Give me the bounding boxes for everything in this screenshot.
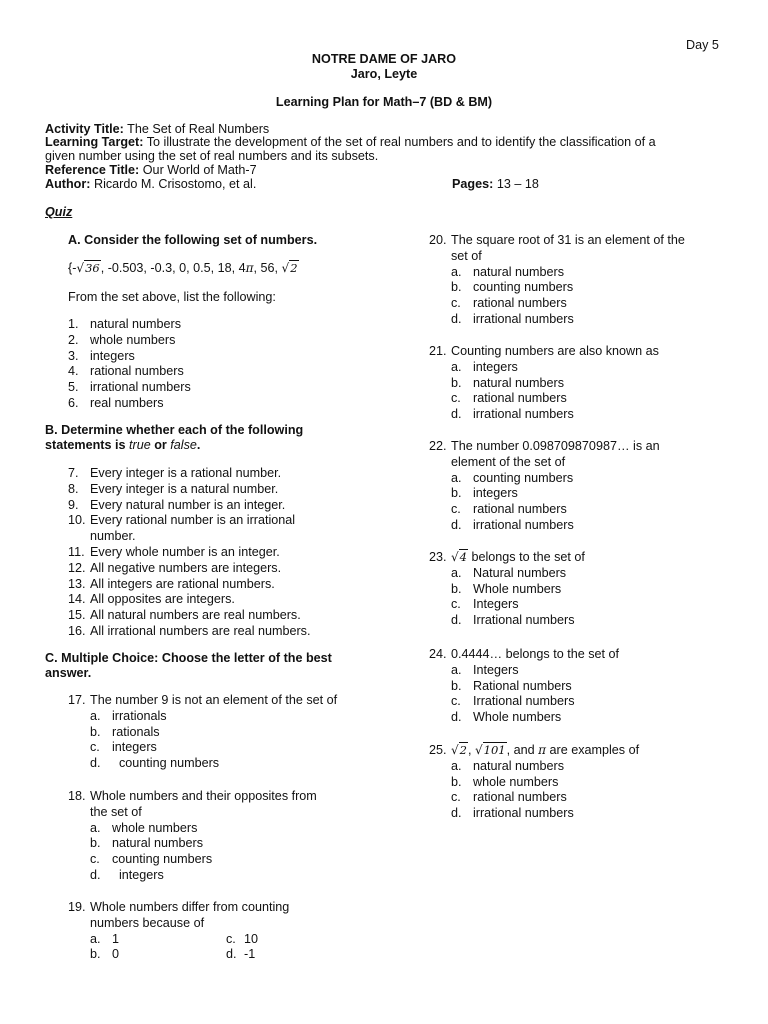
question-text: are examples of (546, 743, 640, 757)
option-letter: d. (451, 806, 462, 821)
question-19 (68, 900, 289, 963)
option (429, 502, 660, 518)
option-text: irrational numbers (473, 311, 574, 326)
option-text: integers (112, 867, 164, 882)
item-number: 5. (68, 380, 79, 395)
option-text: irrationals (112, 708, 167, 723)
question-number: 20. (429, 233, 447, 247)
option-letter: c. (451, 502, 461, 517)
option-text: natural numbers (473, 758, 565, 773)
set-after-pi: , 56, (253, 261, 282, 275)
question-text-cont: set of (451, 248, 482, 263)
option-letter: b. (451, 486, 462, 501)
list-item (68, 608, 310, 624)
list-item (68, 333, 191, 349)
item-number: 11. (68, 544, 85, 559)
radical-icon: √ (281, 261, 290, 275)
sqrt-4 (451, 550, 468, 566)
separator: , (467, 743, 475, 757)
question-17 (68, 693, 337, 772)
item-text: All natural numbers are real numbers. (90, 608, 301, 623)
option (429, 296, 685, 312)
item-text: integers (90, 348, 135, 363)
option (68, 740, 337, 756)
option-text: natural numbers (112, 836, 204, 851)
radicand-4: 4 (459, 550, 467, 564)
list-item (68, 561, 310, 577)
list-item-continuation (68, 529, 310, 545)
question-number: 18. (68, 789, 86, 803)
school-location: Jaro, Leyte (350, 67, 418, 81)
plan-title: Learning Plan for Math–7 (BD & BM) (275, 95, 493, 109)
item-text: whole numbers (90, 332, 176, 347)
question-text: Counting numbers are also known as (451, 344, 659, 358)
false-word: false (170, 438, 197, 452)
option-letter: b. (90, 947, 101, 962)
option-text: 0 (112, 947, 120, 962)
option-text: counting numbers (112, 756, 220, 771)
option-text: Whole numbers (473, 581, 562, 596)
section-a-heading: A. Consider the following set of numbers. (68, 233, 318, 247)
question-20 (429, 233, 685, 328)
option (429, 312, 685, 328)
question-25 (429, 743, 639, 822)
item-number: 12. (68, 560, 86, 575)
item-text: Every integer is a natural number. (90, 481, 279, 496)
sqrt-2 (451, 743, 468, 759)
sqrt-2 (282, 261, 299, 277)
question-text: Whole numbers differ from counting (90, 900, 290, 914)
question-21 (429, 344, 659, 423)
option (68, 836, 317, 852)
option-text: Natural numbers (473, 565, 567, 580)
sqrt-101 (475, 743, 507, 759)
item-text: Every natural number is an integer. (90, 497, 286, 512)
option-text: rational numbers (473, 391, 567, 406)
option (429, 710, 619, 726)
option (429, 391, 659, 407)
option (68, 709, 337, 725)
option-text: Integers (473, 597, 519, 612)
option-text: rational numbers (473, 502, 567, 517)
option-text: natural numbers (473, 264, 565, 279)
section-a-list (68, 317, 191, 412)
question-number: 24. (429, 647, 447, 661)
list-item (68, 592, 310, 608)
option (429, 759, 639, 775)
question-22 (429, 439, 660, 534)
section-b-list (68, 466, 310, 640)
section-b-heading-line1 (45, 423, 303, 439)
option (68, 756, 337, 772)
activity-value: The Set of Real Numbers (127, 122, 270, 136)
option-row (68, 932, 289, 948)
option (429, 679, 619, 695)
option-letter: d. (90, 867, 101, 882)
item-number: 16. (68, 623, 86, 638)
list-item (68, 482, 310, 498)
option-letter: b. (451, 678, 462, 693)
option (429, 518, 660, 534)
option-letter: b. (451, 375, 462, 390)
radical-icon: √ (474, 743, 483, 757)
set-open: {- (68, 261, 77, 275)
radicand-36: 36 (85, 261, 100, 275)
heading-part: statements is (45, 438, 129, 452)
option-letter: d. (451, 311, 462, 326)
option-letter: d. (226, 947, 237, 962)
item-number: 14. (68, 592, 86, 607)
option-text: rational numbers (473, 296, 567, 311)
option (68, 821, 317, 837)
day-label: Day 5 (686, 38, 719, 52)
option (68, 852, 317, 868)
option-letter: a. (451, 470, 462, 485)
option-text: natural numbers (473, 375, 565, 390)
option (429, 376, 659, 392)
option (429, 486, 660, 502)
question-number: 17. (68, 693, 86, 707)
reference-label: Reference Title: (45, 163, 140, 177)
radicand-101: 101 (483, 743, 506, 757)
item-text: number. (90, 529, 136, 544)
radicand-2: 2 (290, 261, 298, 275)
heading-part: or (150, 438, 171, 452)
option-text: Irrational numbers (473, 613, 575, 628)
option-letter: a. (451, 565, 462, 580)
option-text: whole numbers (473, 774, 559, 789)
option-text: Rational numbers (473, 678, 572, 693)
item-text: Every integer is a rational number. (90, 466, 282, 480)
option-text: rational numbers (473, 790, 567, 805)
pi-symbol: π (245, 261, 254, 275)
option-letter: c. (451, 597, 461, 612)
list-item (68, 380, 191, 396)
option (429, 265, 685, 281)
section-c-heading-line1: C. Multiple Choice: Choose the letter of the best (45, 651, 332, 665)
option-letter: d. (90, 756, 101, 771)
option (429, 407, 659, 423)
item-number: 13. (68, 576, 86, 591)
option-letter: c. (90, 740, 100, 755)
option-letter: b. (451, 581, 462, 596)
activity-label: Activity Title: (45, 122, 124, 136)
option-letter: c. (451, 296, 461, 311)
option-text: -1 (244, 947, 256, 962)
author-label: Author: (45, 177, 91, 191)
list-item (68, 317, 191, 333)
option (429, 280, 685, 296)
question-number: 19. (68, 900, 86, 914)
option-letter: c. (451, 391, 461, 406)
item-text: irrational numbers (90, 380, 191, 395)
option-text: Whole numbers (473, 710, 562, 725)
option (68, 725, 337, 741)
option-text: counting numbers (473, 470, 574, 485)
option-letter: a. (90, 820, 101, 835)
section-b-heading-line2 (45, 438, 200, 454)
option (429, 471, 660, 487)
question-text-cont: numbers because of (90, 915, 205, 930)
option-letter: c. (226, 931, 236, 946)
option-letter: b. (90, 836, 101, 851)
section-b-letter: B (45, 423, 55, 437)
option (429, 694, 619, 710)
radicand-2: 2 (459, 743, 467, 757)
option-letter: c. (451, 694, 461, 709)
number-set (68, 261, 299, 277)
option (429, 775, 639, 791)
item-text: rational numbers (90, 364, 184, 379)
option-text: counting numbers (473, 280, 574, 295)
option (429, 790, 639, 806)
list-item (68, 349, 191, 365)
item-number: 1. (68, 317, 79, 331)
separator: , and (506, 743, 539, 757)
pages-value: 13 – 18 (496, 177, 539, 191)
option-letter: d. (451, 517, 462, 532)
question-text: Whole numbers and their opposites from (90, 789, 317, 803)
option-text: 1 (112, 931, 120, 946)
true-word: true (129, 438, 151, 452)
option (429, 663, 619, 679)
pi-symbol: π (538, 743, 546, 757)
pages (452, 177, 539, 193)
option-letter: c. (90, 852, 100, 867)
option-text: rationals (112, 724, 160, 739)
option-letter: a. (451, 758, 462, 773)
list-item (68, 498, 310, 514)
option-text: Irrational numbers (473, 694, 575, 709)
target-label: Learning Target: (45, 135, 144, 149)
option (429, 806, 639, 822)
question-18 (68, 789, 317, 884)
option-text: irrational numbers (473, 517, 574, 532)
radical-icon: √ (451, 550, 459, 564)
question-24 (429, 647, 619, 726)
question-text: The number 0.098709870987… is an (451, 439, 660, 453)
question-text: 0.4444… belongs to the set of (451, 647, 620, 661)
option (429, 613, 585, 629)
list-item (68, 624, 310, 640)
option-text: 10 (244, 931, 259, 946)
item-number: 15. (68, 608, 86, 623)
set-middle: , -0.503, -0.3, 0, 0.5, 18, 4 (100, 261, 246, 275)
item-text: All negative numbers are integers. (90, 560, 282, 575)
option (68, 868, 317, 884)
item-text: All irrational numbers are real numbers. (90, 623, 311, 638)
option (429, 360, 659, 376)
option-letter: a. (90, 708, 101, 723)
list-item (68, 466, 310, 482)
option-text: irrational numbers (473, 407, 574, 422)
section-b-heading-text: . Determine whether each of the following (54, 423, 304, 437)
list-item (68, 396, 191, 412)
item-number: 8. (68, 481, 79, 496)
pages-label: Pages: (452, 177, 494, 191)
sqrt-36 (76, 261, 100, 277)
list-item (68, 577, 310, 593)
target-value-1: To illustrate the development of the set of real numbers and to identify the classification of a (146, 135, 656, 149)
option-text: Integers (473, 662, 519, 677)
option-letter: d. (451, 407, 462, 422)
option-letter: a. (451, 359, 462, 374)
question-text: The number 9 is not an element of the set of (90, 693, 338, 707)
target-value-2: given number using the set of real numbers and its subsets. (45, 149, 379, 163)
question-text-cont: the set of (90, 804, 142, 819)
item-number: 2. (68, 332, 79, 347)
option-letter: a. (451, 662, 462, 677)
question-number: 22. (429, 439, 447, 453)
question-text-cont: element of the set of (451, 454, 566, 469)
radical-icon: √ (451, 743, 459, 757)
option-text: whole numbers (112, 820, 198, 835)
question-number: 23. (429, 550, 447, 564)
item-text: real numbers (90, 395, 164, 410)
item-number: 3. (68, 348, 79, 363)
item-number: 4. (68, 364, 79, 379)
option-letter: d. (451, 710, 462, 725)
option-letter: a. (451, 264, 462, 279)
item-text: Every rational number is an irrational (90, 513, 296, 528)
item-text: natural numbers (90, 317, 182, 331)
heading-part: . (196, 438, 201, 452)
option-letter: d. (451, 613, 462, 628)
option-letter: b. (451, 774, 462, 789)
option-text: integers (112, 740, 157, 755)
option (429, 566, 585, 582)
author-value: Ricardo M. Crisostomo, et al. (93, 177, 257, 191)
list-item (68, 545, 310, 561)
option-text: integers (473, 359, 518, 374)
question-number: 25. (429, 743, 447, 757)
question-23 (429, 550, 585, 629)
list-item (68, 513, 310, 529)
item-text: All opposites are integers. (90, 592, 235, 607)
question-text: The square root of 31 is an element of the (451, 233, 685, 247)
option (429, 582, 585, 598)
section-c-heading-line2: answer. (45, 666, 92, 680)
option-letter: c. (451, 790, 461, 805)
item-number: 10. (68, 513, 86, 528)
reference-value: Our World of Math-7 (142, 163, 257, 177)
option-letter: b. (451, 280, 462, 295)
question-text: belongs to the set of (467, 550, 585, 564)
option-text: irrational numbers (473, 806, 574, 821)
option-row (68, 947, 289, 963)
school-name: NOTRE DAME OF JARO (311, 52, 457, 66)
section-a-instruction: From the set above, list the following: (68, 290, 276, 304)
item-number: 6. (68, 395, 79, 410)
item-text: All integers are rational numbers. (90, 576, 275, 591)
option-letter: b. (90, 724, 101, 739)
item-number: 7. (68, 466, 79, 480)
option-letter: a. (90, 931, 101, 946)
quiz-label: Quiz (45, 205, 73, 219)
item-text: Every whole number is an integer. (90, 544, 280, 559)
author (45, 177, 256, 193)
radical-icon: √ (76, 261, 85, 275)
option (429, 597, 585, 613)
list-item (68, 364, 191, 380)
option-text: counting numbers (112, 852, 213, 867)
option-text: integers (473, 486, 518, 501)
question-number: 21. (429, 344, 447, 358)
item-number: 9. (68, 497, 79, 512)
